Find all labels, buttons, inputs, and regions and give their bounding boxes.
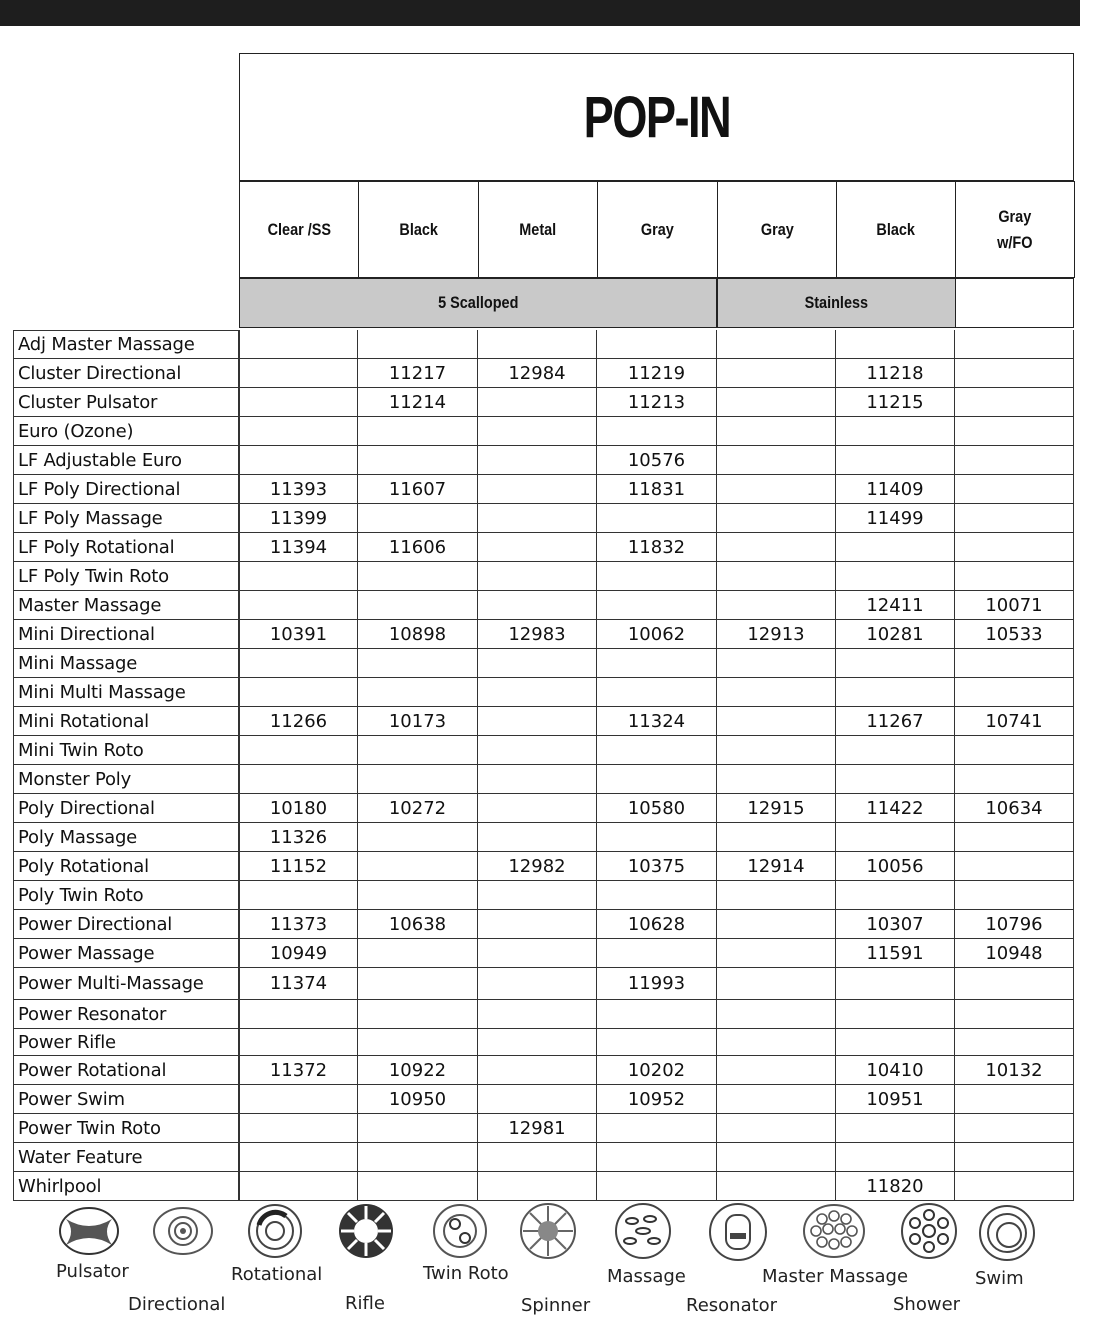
table-cell xyxy=(836,562,955,591)
table-cell xyxy=(597,417,717,446)
table-cell: 12983 xyxy=(478,620,597,649)
table-cell xyxy=(597,1000,717,1029)
table-cell xyxy=(239,678,358,707)
table-cell: 11219 xyxy=(597,359,717,388)
table-cell: 11499 xyxy=(836,504,955,533)
table-cell: 10948 xyxy=(955,939,1074,968)
table-cell xyxy=(717,446,836,475)
table-cell xyxy=(239,359,358,388)
table-cell: 11607 xyxy=(358,475,478,504)
table-cell xyxy=(717,649,836,678)
table-cell xyxy=(597,765,717,794)
row-label: Euro (Ozone) xyxy=(13,417,239,446)
table-cell xyxy=(478,1172,597,1201)
table-cell xyxy=(239,1085,358,1114)
legend-label-massage: Massage xyxy=(607,1266,686,1287)
table-cell: 11217 xyxy=(358,359,478,388)
table-cell: 11820 xyxy=(836,1172,955,1201)
legend-label-spinner: Spinner xyxy=(521,1295,591,1316)
table-cell xyxy=(478,678,597,707)
spinner-icon xyxy=(518,1203,578,1259)
shower-icon xyxy=(900,1203,958,1259)
table-cell: 11409 xyxy=(836,475,955,504)
table-cell xyxy=(478,939,597,968)
table-cell: 11267 xyxy=(836,707,955,736)
table-cell xyxy=(358,1114,478,1143)
table-cell: 12984 xyxy=(478,359,597,388)
table-cell xyxy=(478,765,597,794)
table-cell xyxy=(955,765,1074,794)
row-label: LF Poly Directional xyxy=(13,475,239,504)
table-cell xyxy=(478,736,597,765)
table-cell xyxy=(478,562,597,591)
table-cell xyxy=(478,475,597,504)
legend-label-twin-roto: Twin Roto xyxy=(423,1263,509,1284)
table-cell: 11324 xyxy=(597,707,717,736)
table-cell xyxy=(358,417,478,446)
table-cell xyxy=(358,591,478,620)
table-cell xyxy=(717,330,836,359)
row-label: Power Multi-Massage xyxy=(13,968,239,1000)
table-cell xyxy=(717,1029,836,1056)
table-cell xyxy=(955,330,1074,359)
table-cell: 10180 xyxy=(239,794,358,823)
table-cell xyxy=(836,881,955,910)
table-cell xyxy=(358,765,478,794)
legend-label-master-massage: Master Massage xyxy=(762,1266,909,1287)
group-header-scalloped: 5 Scalloped xyxy=(239,278,717,328)
legend-label-swim: Swim xyxy=(975,1268,1024,1289)
table-cell xyxy=(836,1114,955,1143)
table-cell: 11373 xyxy=(239,910,358,939)
table-cell xyxy=(955,1029,1074,1056)
table-cell xyxy=(955,881,1074,910)
table-cell xyxy=(955,649,1074,678)
row-label: Poly Massage xyxy=(13,823,239,852)
table-cell: 10952 xyxy=(597,1085,717,1114)
table-cell xyxy=(358,968,478,1000)
table-cell: 11218 xyxy=(836,359,955,388)
table-cell xyxy=(717,707,836,736)
table-cell xyxy=(836,649,955,678)
table-cell: 10922 xyxy=(358,1056,478,1085)
column-header: Gray xyxy=(717,181,837,278)
table-cell xyxy=(955,736,1074,765)
table-cell xyxy=(478,823,597,852)
table-cell xyxy=(597,1029,717,1056)
table-cell xyxy=(717,736,836,765)
row-label: Power Swim xyxy=(13,1085,239,1114)
row-label: Mini Multi Massage xyxy=(13,678,239,707)
table-cell: 10173 xyxy=(358,707,478,736)
table-cell xyxy=(955,562,1074,591)
table-cell xyxy=(478,417,597,446)
table-cell: 10062 xyxy=(597,620,717,649)
table-cell xyxy=(597,504,717,533)
row-label: LF Poly Massage xyxy=(13,504,239,533)
table-cell xyxy=(836,765,955,794)
legend-label-shower: Shower xyxy=(893,1294,961,1315)
row-label: Mini Massage xyxy=(13,649,239,678)
table-cell xyxy=(478,910,597,939)
table-cell xyxy=(478,1029,597,1056)
row-label: Power Resonator xyxy=(13,1000,239,1029)
table-cell xyxy=(717,939,836,968)
row-label: Cluster Pulsator xyxy=(13,388,239,417)
table-cell: 11152 xyxy=(239,852,358,881)
table-cell xyxy=(597,330,717,359)
table-cell xyxy=(478,1000,597,1029)
table-cell: 11399 xyxy=(239,504,358,533)
table-cell: 12411 xyxy=(836,591,955,620)
table-cell xyxy=(239,446,358,475)
table-cell: 12981 xyxy=(478,1114,597,1143)
legend-label-directional: Directional xyxy=(128,1294,226,1315)
table-cell xyxy=(955,823,1074,852)
table-cell xyxy=(955,1114,1074,1143)
table-cell: 10628 xyxy=(597,910,717,939)
table-cell xyxy=(836,417,955,446)
row-label: Master Massage xyxy=(13,591,239,620)
table-cell xyxy=(239,330,358,359)
table-cell xyxy=(239,591,358,620)
table-cell xyxy=(597,591,717,620)
table-cell xyxy=(358,736,478,765)
table-cell: 10533 xyxy=(955,620,1074,649)
table-cell xyxy=(239,388,358,417)
table-cell xyxy=(955,1085,1074,1114)
column-header: Black xyxy=(836,181,956,278)
group-header-empty xyxy=(955,278,1074,328)
table-cell xyxy=(358,939,478,968)
table-cell xyxy=(358,852,478,881)
table-cell: 12915 xyxy=(717,794,836,823)
twin-roto-icon xyxy=(432,1203,488,1259)
table-cell xyxy=(717,475,836,504)
table-cell xyxy=(717,533,836,562)
row-label: Poly Twin Roto xyxy=(13,881,239,910)
table-cell xyxy=(358,1172,478,1201)
table-cell xyxy=(717,1000,836,1029)
table-cell xyxy=(955,1000,1074,1029)
table-cell xyxy=(955,446,1074,475)
row-label: Monster Poly xyxy=(13,765,239,794)
table-cell xyxy=(717,1114,836,1143)
table-cell xyxy=(358,504,478,533)
top-bar xyxy=(0,0,1080,26)
table-cell xyxy=(955,1172,1074,1201)
table-cell: 11832 xyxy=(597,533,717,562)
row-label: Power Rifle xyxy=(13,1029,239,1056)
table-cell xyxy=(955,1143,1074,1172)
column-header: Gray w/FO xyxy=(955,181,1075,278)
table-cell: 10898 xyxy=(358,620,478,649)
table-cell xyxy=(717,417,836,446)
table-cell xyxy=(239,736,358,765)
column-header: Gray xyxy=(597,181,718,278)
rifle-icon xyxy=(336,1203,396,1259)
table-cell: 10307 xyxy=(836,910,955,939)
table-cell xyxy=(597,678,717,707)
table-cell xyxy=(717,1143,836,1172)
table-cell xyxy=(836,823,955,852)
table-cell xyxy=(955,359,1074,388)
table-cell: 10638 xyxy=(358,910,478,939)
table-cell xyxy=(358,330,478,359)
row-label: LF Poly Rotational xyxy=(13,533,239,562)
table-cell xyxy=(239,765,358,794)
table-cell xyxy=(717,388,836,417)
table-cell xyxy=(955,417,1074,446)
table-cell xyxy=(717,359,836,388)
table-cell xyxy=(955,678,1074,707)
table-cell xyxy=(358,881,478,910)
table-cell: 11393 xyxy=(239,475,358,504)
table-cell: 10741 xyxy=(955,707,1074,736)
rotational-icon xyxy=(246,1203,304,1259)
table-cell: 10375 xyxy=(597,852,717,881)
table-cell xyxy=(239,881,358,910)
table-cell xyxy=(717,823,836,852)
table-cell xyxy=(358,823,478,852)
table-cell xyxy=(955,533,1074,562)
table-cell xyxy=(239,1029,358,1056)
directional-icon xyxy=(152,1205,214,1257)
table-cell: 11831 xyxy=(597,475,717,504)
table-cell xyxy=(717,562,836,591)
row-label: Power Directional xyxy=(13,910,239,939)
table-cell xyxy=(597,1114,717,1143)
table-cell xyxy=(836,1000,955,1029)
table-cell xyxy=(358,678,478,707)
table-cell xyxy=(358,1000,478,1029)
table-cell xyxy=(597,881,717,910)
table-cell xyxy=(478,1085,597,1114)
row-label: Mini Rotational xyxy=(13,707,239,736)
table-cell xyxy=(836,1143,955,1172)
column-header: Black xyxy=(358,181,479,278)
table-cell xyxy=(478,388,597,417)
table-cell: 10950 xyxy=(358,1085,478,1114)
table-cell xyxy=(597,1172,717,1201)
table-cell: 10580 xyxy=(597,794,717,823)
table-cell xyxy=(478,707,597,736)
table-cell xyxy=(597,823,717,852)
massage-icon xyxy=(612,1203,674,1259)
row-label: Whirlpool xyxy=(13,1172,239,1201)
table-cell: 10056 xyxy=(836,852,955,881)
table-cell xyxy=(717,678,836,707)
table-cell xyxy=(478,794,597,823)
resonator-icon xyxy=(708,1203,768,1261)
table-cell xyxy=(717,881,836,910)
table-cell xyxy=(717,765,836,794)
table-cell: 11214 xyxy=(358,388,478,417)
table-cell xyxy=(836,330,955,359)
table-cell: 10576 xyxy=(597,446,717,475)
row-label: Mini Directional xyxy=(13,620,239,649)
column-header: Clear /SS xyxy=(239,181,359,278)
table-cell xyxy=(239,649,358,678)
table-cell xyxy=(239,417,358,446)
table-cell: 10951 xyxy=(836,1085,955,1114)
legend-label-resonator: Resonator xyxy=(686,1295,778,1316)
table-cell xyxy=(478,1056,597,1085)
table-cell xyxy=(478,968,597,1000)
master-massage-icon xyxy=(802,1203,866,1259)
table-cell xyxy=(358,562,478,591)
table-cell: 12914 xyxy=(717,852,836,881)
table-cell: 11215 xyxy=(836,388,955,417)
table-cell: 10796 xyxy=(955,910,1074,939)
table-cell xyxy=(478,649,597,678)
table-cell xyxy=(836,968,955,1000)
table-cell xyxy=(955,968,1074,1000)
table-cell xyxy=(597,736,717,765)
table-cell xyxy=(358,446,478,475)
table-cell xyxy=(717,504,836,533)
table-cell xyxy=(478,881,597,910)
row-label: Water Feature xyxy=(13,1143,239,1172)
table-cell xyxy=(478,504,597,533)
table-cell: 10272 xyxy=(358,794,478,823)
table-cell xyxy=(836,736,955,765)
table-cell xyxy=(239,1000,358,1029)
row-label: Power Massage xyxy=(13,939,239,968)
row-label: Power Twin Roto xyxy=(13,1114,239,1143)
table-cell: 10949 xyxy=(239,939,358,968)
row-label: LF Adjustable Euro xyxy=(13,446,239,475)
legend-label-rotational: Rotational xyxy=(231,1264,323,1285)
table-cell: 10202 xyxy=(597,1056,717,1085)
group-header-stainless: Stainless xyxy=(717,278,956,328)
table-cell xyxy=(836,678,955,707)
table-cell xyxy=(478,330,597,359)
swim-icon xyxy=(976,1205,1038,1261)
table-cell xyxy=(358,649,478,678)
table-cell xyxy=(717,968,836,1000)
table-cell: 10391 xyxy=(239,620,358,649)
table-cell: 11374 xyxy=(239,968,358,1000)
table-cell xyxy=(239,1114,358,1143)
table-cell: 12913 xyxy=(717,620,836,649)
table-cell: 11266 xyxy=(239,707,358,736)
row-label: Mini Twin Roto xyxy=(13,736,239,765)
table-cell: 11591 xyxy=(836,939,955,968)
table-cell xyxy=(717,1172,836,1201)
table-cell: 11326 xyxy=(239,823,358,852)
pulsator-icon xyxy=(58,1205,120,1257)
table-cell xyxy=(597,649,717,678)
table-cell xyxy=(955,475,1074,504)
row-label: Cluster Directional xyxy=(13,359,239,388)
table-cell: 11993 xyxy=(597,968,717,1000)
table-cell: 11422 xyxy=(836,794,955,823)
table-title-box xyxy=(239,53,1074,181)
row-label: Power Rotational xyxy=(13,1056,239,1085)
table-cell xyxy=(478,1143,597,1172)
table-cell xyxy=(836,533,955,562)
table-cell: 10132 xyxy=(955,1056,1074,1085)
table-cell xyxy=(239,562,358,591)
row-label: Poly Directional xyxy=(13,794,239,823)
table-cell: 10071 xyxy=(955,591,1074,620)
table-cell xyxy=(358,1143,478,1172)
table-cell: 10634 xyxy=(955,794,1074,823)
table-cell xyxy=(358,1029,478,1056)
table-cell xyxy=(239,1172,358,1201)
legend-label-pulsator: Pulsator xyxy=(56,1261,129,1282)
table-cell xyxy=(955,504,1074,533)
row-label: LF Poly Twin Roto xyxy=(13,562,239,591)
table-cell xyxy=(597,562,717,591)
table-cell xyxy=(478,591,597,620)
table-cell xyxy=(597,1143,717,1172)
table-cell: 11213 xyxy=(597,388,717,417)
table-cell xyxy=(717,1085,836,1114)
table-title: POP-IN xyxy=(583,84,730,150)
table-cell xyxy=(239,1143,358,1172)
table-cell: 12982 xyxy=(478,852,597,881)
table-cell xyxy=(836,1029,955,1056)
column-header: Metal xyxy=(478,181,598,278)
row-label: Adj Master Massage xyxy=(13,330,239,359)
table-cell xyxy=(478,533,597,562)
row-label: Poly Rotational xyxy=(13,852,239,881)
table-cell: 11372 xyxy=(239,1056,358,1085)
table-cell xyxy=(717,591,836,620)
table-cell: 10281 xyxy=(836,620,955,649)
legend-label-rifle: Rifle xyxy=(345,1293,385,1314)
table-cell: 11606 xyxy=(358,533,478,562)
table-cell xyxy=(717,910,836,939)
table-cell xyxy=(597,939,717,968)
table-cell xyxy=(836,446,955,475)
table-cell: 11394 xyxy=(239,533,358,562)
table-cell xyxy=(478,446,597,475)
table-cell xyxy=(955,852,1074,881)
table-cell xyxy=(955,388,1074,417)
table-cell xyxy=(717,1056,836,1085)
table-cell: 10410 xyxy=(836,1056,955,1085)
